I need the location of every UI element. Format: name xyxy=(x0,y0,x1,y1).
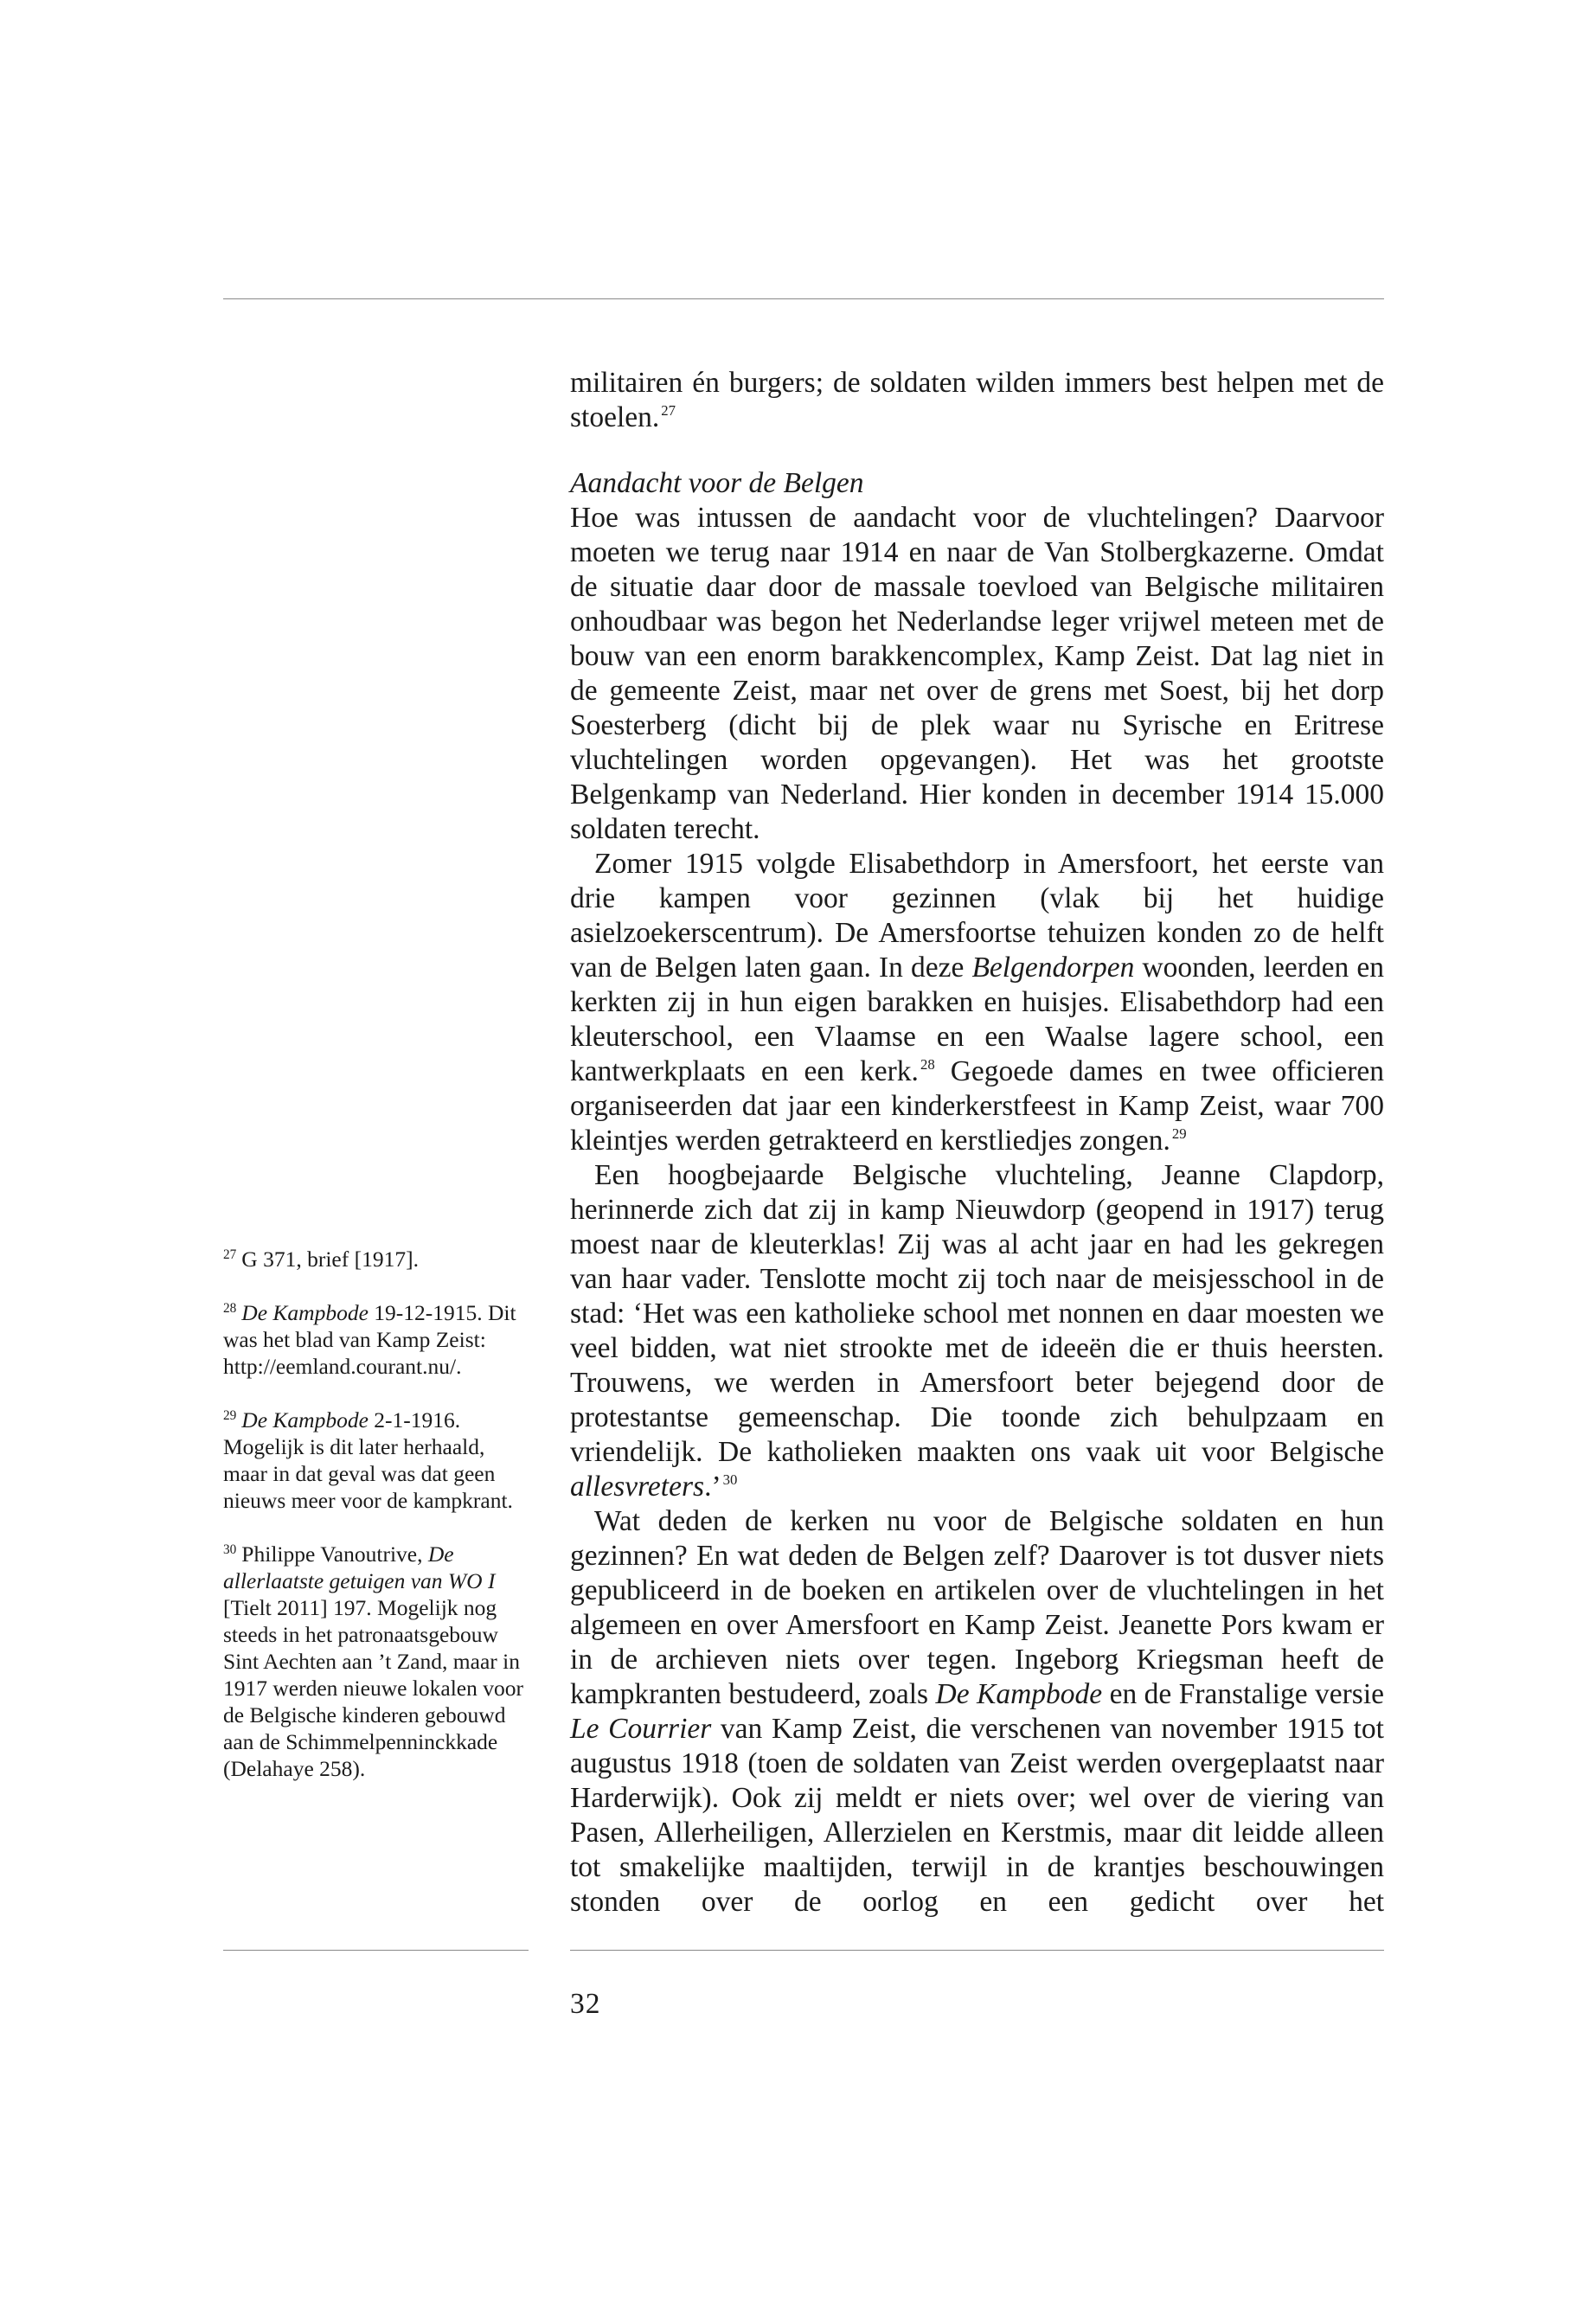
footnote-ref-28[interactable]: 28 xyxy=(920,1056,935,1074)
footnote-27: $^{27}$ G 371, brief [1917]. xyxy=(223,1247,419,1272)
main-text-column xyxy=(570,366,1384,1920)
paragraph-continuation: militairen én burgers; de soldaten wilden immers best helpen met de stoelen. $^{27}$ xyxy=(570,367,1384,433)
footer-rule-left xyxy=(223,1950,529,1951)
section-heading: Aandacht voor de Belgen xyxy=(570,467,864,499)
footnote-30: $^{30}$ Philippe Vanoutrive, De allerlaatste getuigen van WO I [Tielt 2011] 197. Mogelijk nog steeds in het patronaatsgebouw Sint Aechten aan ’t Zand, maar in 1917 werden nieuwe lokalen voor de Belgische kinderen gebouwd aan de Schimmelpenninckkade (Delahaye 258). xyxy=(223,1541,523,1781)
side-footnotes xyxy=(223,1246,529,1809)
footnote-ref-29[interactable]: 29 xyxy=(1171,1125,1187,1143)
footnote-ref-27[interactable]: 27 xyxy=(661,402,676,420)
paragraph-3: Een hoogbejaarde Belgische vluchteling, Jeanne Clapdorp, herinnerde zich dat zij in kamp Nieuwdorp (geopend in 1917) terug moest naar de kleuterklas! Zij was al acht jaar en had les gekregen van haar vader. Tenslotte mocht zij toch naar de meisjesschool in de stad: ‘Het was een katholieke school met nonnen en daar moesten we veel bidden, wat niet strookte met de ideeën die er thuis heersten. Trouwens, we werden in Amersfoort beter bejegend door de protestantse gemeenschap. Die toonde zich behulpzaam en vriendelijk. De katholieken maakten ons vaak uit voor Belgische allesvreters.’ $^{30}$ xyxy=(570,1159,1384,1503)
paragraph-4: Wat deden de kerken nu voor de Belgische soldaten en hun gezinnen? En wat deden de Belgen zelf? Daarover is tot dusver niets gepubliceerd in de boeken en artikelen over de vluchtelingen in het algemeen en over Amersfoort en Kamp Zeist. Jeanette Pors kwam er in de archieven niets over tegen. Ingeborg Kriegsman heeft de kampkranten bestudeerd, zoals De Kampbode en de Franstalige versie Le Courrier van Kamp Zeist, die verschenen van november 1915 tot augustus 1918 (toen de soldaten van Zeist werden overgeplaatst naar Harderwijk). Ook zij meldt er niets over; wel over de viering van Pasen, Allerheiligen, Allerzielen en Kerstmis, maar dit leidde alleen tot smakelijke maaltijden, terwijl in de krantjes beschouwingen stonden over de oorlog en een gedicht over het xyxy=(570,1505,1384,1918)
footnote-28: $^{28}$ De Kampbode 19-12-1915. Dit was het blad van Kamp Zeist: http://eemland.courant.nu/. xyxy=(223,1300,516,1379)
footer-rule-right xyxy=(570,1950,1384,1951)
paragraph-2: Zomer 1915 volgde Elisabethdorp in Amersfoort, het eerste van drie kampen voor gezinnen (vlak bij het huidige asielzoekerscentrum). De Amersfoortse tehuizen konden zo de helft van de Belgen laten gaan. In deze Belgendorpen woonden, leerden en kerkten zij in hun eigen barakken en huisjes. Elisabethdorp had een kleuterschool, een Vlaamse en een Waalse lagere school, een kantwerkplaats en een kerk. $^{28}$ Gegoede dames en twee officieren organiseerden dat jaar een kinderkerstfeest in Kamp Zeist, waar 700 kleintjes werden getrakteerd en kerstliedjes zongen. $^{29}$ xyxy=(570,848,1384,1157)
page-number: 32 xyxy=(570,1988,601,2020)
footnote-ref-30[interactable]: 30 xyxy=(722,1471,738,1489)
header-rule xyxy=(223,298,1384,299)
paragraph-1: Hoe was intussen de aandacht voor de vluchtelingen? Daarvoor moeten we terug naar 1914 en naar de Van Stolbergkazerne. Omdat de situatie daar door de massale toevloed van Belgische militairen onhoudbaar was begon het Nederlandse leger vrijwel meteen met de bouw van een enorm barakkencomplex, Kamp Zeist. Dat lag niet in de gemeente Zeist, maar net over de grens met Soest, bij het dorp Soesterberg (dicht bij de plek waar nu Syrische en Eritrese vluchtelingen worden opgevangen). Het was het grootste Belgenkamp van Nederland. Hier konden in december 1914 15.000 soldaten terecht. xyxy=(570,502,1384,845)
footnote-29: $^{29}$ De Kampbode 2-1-1916. Mogelijk is dit later herhaald, maar in dat geval was dat geen nieuws meer voor de kampkrant. xyxy=(223,1407,513,1513)
